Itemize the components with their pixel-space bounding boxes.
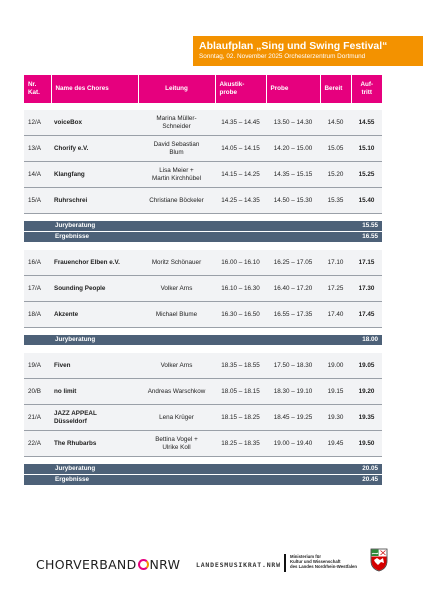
- table-row: [24, 405, 382, 431]
- cell-leitung: Bettina Vogel + Ulrike Koll: [138, 431, 215, 457]
- results-row: [24, 232, 382, 243]
- chorverband-swirl-icon: [138, 559, 149, 570]
- jury-break-label: Juryberatung: [51, 464, 351, 475]
- cell-leitung: Lena Krüger: [138, 405, 215, 431]
- cell-akustikprobe: 18.25 – 18.35: [215, 431, 266, 457]
- cell-kat: 12/A: [24, 110, 51, 136]
- cell-bereit: 19.30: [320, 405, 351, 431]
- cell-bereit: 17.10: [320, 250, 351, 276]
- table-row: [24, 276, 382, 302]
- cell-auftritt: 19.35: [351, 405, 382, 431]
- cell-choir-name: no limit: [51, 379, 138, 405]
- cell-akustikprobe: 18.05 – 18.15: [215, 379, 266, 405]
- landesmusikrat-logo: LANDESMUSIKRAT.NRW: [196, 561, 281, 569]
- jury-break-time: 18.00: [351, 335, 382, 346]
- cell-kat: 17/A: [24, 276, 51, 302]
- jury-break-time: 20.05: [351, 464, 382, 475]
- cell-auftritt: 19.05: [351, 353, 382, 379]
- cell-auftritt: 17.30: [351, 276, 382, 302]
- jury-break-row: [24, 464, 382, 475]
- results-label: Ergebnisse: [51, 475, 351, 486]
- cell-auftritt: 15.25: [351, 162, 382, 188]
- cell-kat: 15/A: [24, 188, 51, 214]
- cell-choir-name: The Rhubarbs: [51, 431, 138, 457]
- cell-probe: 18.45 – 19.25: [266, 405, 320, 431]
- results-time: 16.55: [351, 232, 382, 243]
- sponsor-footer: [0, 548, 423, 578]
- results-row: [24, 475, 382, 486]
- cell-bereit: 15.05: [320, 136, 351, 162]
- table-row: [24, 136, 382, 162]
- cell-probe: 14.50 – 15.30: [266, 188, 320, 214]
- table-header-row: [24, 75, 382, 103]
- cell-probe: 16.40 – 17.20: [266, 276, 320, 302]
- cell-bereit: 19.15: [320, 379, 351, 405]
- cell-choir-name: Fiven: [51, 353, 138, 379]
- cell-choir-name: Frauenchor Elben e.V.: [51, 250, 138, 276]
- cell-choir-name: Chorify e.V.: [51, 136, 138, 162]
- results-label: Ergebnisse: [51, 232, 351, 243]
- col-header-leitung: Leitung: [138, 75, 215, 103]
- chorverband-logo: CHORVERBAND NRW: [36, 557, 181, 572]
- cell-bereit: 15.20: [320, 162, 351, 188]
- cell-choir-name: voiceBox: [51, 110, 138, 136]
- cell-leitung: Volker Arns: [138, 353, 215, 379]
- cell-probe: 16.55 – 17.35: [266, 302, 320, 328]
- cell-akustikprobe: 16.10 – 16.30: [215, 276, 266, 302]
- jury-break-row: [24, 335, 382, 346]
- cell-choir-name: Ruhrschrei: [51, 188, 138, 214]
- cell-leitung: Michael Blume: [138, 302, 215, 328]
- cell-probe: 14.20 – 15.00: [266, 136, 320, 162]
- table-row: [24, 379, 382, 405]
- cell-kat: 16/A: [24, 250, 51, 276]
- schedule-table: [24, 75, 382, 486]
- cell-auftritt: 14.55: [351, 110, 382, 136]
- cell-choir-name: Sounding People: [51, 276, 138, 302]
- cell-probe: 19.00 – 19.40: [266, 431, 320, 457]
- jury-break-row: [24, 221, 382, 232]
- table-row: [24, 353, 382, 379]
- cell-leitung: Andreas Warschkow: [138, 379, 215, 405]
- schedule-title: Ablaufplan „Sing und Swing Festival“: [199, 40, 388, 52]
- cell-kat: 18/A: [24, 302, 51, 328]
- cell-akustikprobe: 14.35 – 14.45: [215, 110, 266, 136]
- cell-leitung: Lisa Meier + Martin Kirchhübel: [138, 162, 215, 188]
- col-header-nr-kat: Nr. Kat.: [24, 75, 51, 103]
- cell-bereit: 19.00: [320, 353, 351, 379]
- ministerium-stripe: [284, 554, 286, 572]
- jury-break-label: Juryberatung: [51, 335, 351, 346]
- cell-probe: 18.30 – 19.10: [266, 379, 320, 405]
- nrw-crest-icon: [370, 548, 388, 572]
- cell-bereit: 17.25: [320, 276, 351, 302]
- cell-akustikprobe: 18.35 – 18.55: [215, 353, 266, 379]
- cell-auftritt: 17.15: [351, 250, 382, 276]
- cell-auftritt: 19.50: [351, 431, 382, 457]
- table-row: [24, 162, 382, 188]
- cell-leitung: David Sebastian Blum: [138, 136, 215, 162]
- cell-kat: 21/A: [24, 405, 51, 431]
- jury-break-time: 15.55: [351, 221, 382, 232]
- cell-bereit: 14.50: [320, 110, 351, 136]
- table-row: [24, 250, 382, 276]
- table-row: [24, 110, 382, 136]
- cell-leitung: Volker Arns: [138, 276, 215, 302]
- cell-probe: 17.50 – 18.30: [266, 353, 320, 379]
- cell-kat: 14/A: [24, 162, 51, 188]
- cell-leitung: Moritz Schönauer: [138, 250, 215, 276]
- cell-probe: 14.35 – 15.15: [266, 162, 320, 188]
- col-header-bereit: Bereit: [320, 75, 351, 103]
- results-time: 20.45: [351, 475, 382, 486]
- jury-break-label: Juryberatung: [51, 221, 351, 232]
- cell-choir-name: JAZZ APPEAL Düsseldorf: [51, 405, 138, 431]
- cell-auftritt: 19.20: [351, 379, 382, 405]
- col-header-akustikprobe: Akustik- probe: [215, 75, 266, 103]
- cell-kat: 19/A: [24, 353, 51, 379]
- cell-leitung: Marina Müller- Schneider: [138, 110, 215, 136]
- cell-akustikprobe: 14.15 – 14.25: [215, 162, 266, 188]
- cell-bereit: 15.35: [320, 188, 351, 214]
- cell-auftritt: 17.45: [351, 302, 382, 328]
- cell-choir-name: Akzente: [51, 302, 138, 328]
- cell-auftritt: 15.10: [351, 136, 382, 162]
- schedule-subtitle: Sonntag, 02. November 2025 Orchesterzentrum Dortmund: [199, 53, 366, 60]
- table-row: [24, 431, 382, 457]
- cell-akustikprobe: 16.00 – 16.10: [215, 250, 266, 276]
- cell-auftritt: 15.40: [351, 188, 382, 214]
- cell-bereit: 19.45: [320, 431, 351, 457]
- cell-kat: 22/A: [24, 431, 51, 457]
- table-row: [24, 302, 382, 328]
- cell-kat: 13/A: [24, 136, 51, 162]
- cell-choir-name: Klangfang: [51, 162, 138, 188]
- cell-kat: 20/B: [24, 379, 51, 405]
- cell-akustikprobe: 14.05 – 14.15: [215, 136, 266, 162]
- cell-bereit: 17.40: [320, 302, 351, 328]
- cell-akustikprobe: 16.30 – 16.50: [215, 302, 266, 328]
- ministerium-logo: Ministerium für Kultur und Wissenschaft des Landes Nordrhein-Westfalen: [290, 554, 370, 570]
- cell-probe: 13.50 – 14.30: [266, 110, 320, 136]
- cell-akustikprobe: 18.15 – 18.25: [215, 405, 266, 431]
- col-header-auftritt: Auf- tritt: [351, 75, 382, 103]
- cell-probe: 16.25 – 17.05: [266, 250, 320, 276]
- col-header-probe: Probe: [266, 75, 320, 103]
- schedule-header: [193, 36, 423, 66]
- cell-akustikprobe: 14.25 – 14.35: [215, 188, 266, 214]
- col-header-name: Name des Chores: [51, 75, 138, 103]
- table-row: [24, 188, 382, 214]
- cell-leitung: Christiane Böckeler: [138, 188, 215, 214]
